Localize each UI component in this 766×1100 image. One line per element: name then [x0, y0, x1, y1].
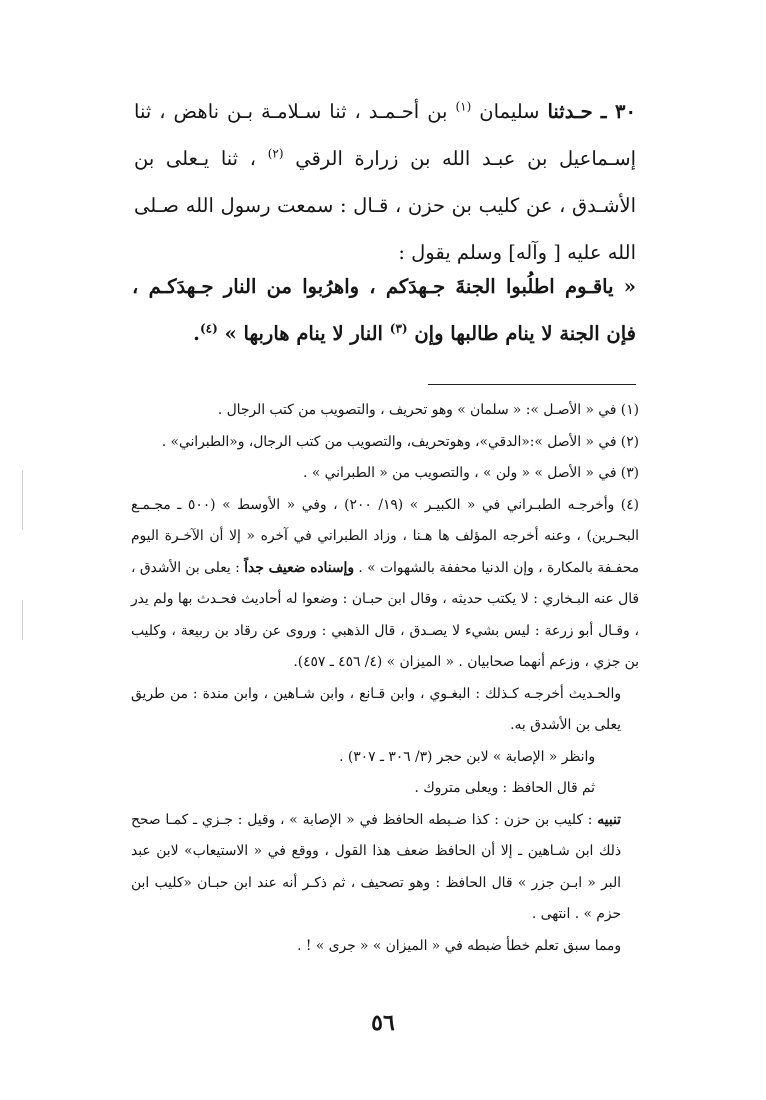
page-number: ٥٦: [371, 1010, 395, 1036]
footnote-separator: [428, 384, 636, 385]
note-label: تنبيه: [597, 811, 621, 828]
hadith-end-mark: .: [193, 322, 200, 345]
footnote-4-part-1: (٤) وأخرجـه الطبـراني في « الكبيـر » (١٩/ ٢٠٠) ، وفي « الأوسط » (٥٠٠ ـ مجـمـع البحـرين) ، وعنه أخرجه المؤلف ها هـنا ، وزاد الطبراني في آخره « إلا أن الآخـرة اليوم محفـفة بالمكارة ، وإن الدنيا محففة بالشهوات » .: [131, 496, 639, 576]
hadith-text-part-2: النار لا ينام هاربها »: [217, 322, 390, 345]
hadith-text-part-1: « ياقـوم اطلُبوا الجنةَ جـهدَكم ، واهرُبوا من النار جـهدَكـم ، فإن الجنة لا ينام طالبها وإن: [132, 275, 636, 345]
footnote-ref-1[interactable]: (١): [455, 99, 472, 114]
footnotes-section: [131, 395, 639, 962]
chain-opening-word: حـدثنا: [547, 100, 593, 123]
chain-text-part-1: سليمان: [471, 100, 548, 123]
footnote-4-paragraph-4: ثم قال الحافظ : ويعلى متروك .: [414, 780, 595, 796]
hadith-text: [132, 263, 636, 357]
note-text: : كليب بن حزن : كذا ضـبطه الحافظ في « الإصابة » ، وقيل : جـزي ـ كمـا صحح ذلك ابن شـاهين ـ إلا أن الحافظ ضعف هذا القول ، ووقع في « الاستيعاب» لابن عبد البر « ابـن جزر » قال الحافظ : وهو تصحيف ، ثم ذكـر أنه عند ابن حبـان «كليب ابن حزم » . انتهى .: [131, 811, 621, 922]
page-edge-mark: [22, 470, 23, 530]
footnote-2: (٢) في « الأصل »:«الدقي»، وهوتحريف، والتصويب من كتب الرجال، و«الطبراني» .: [161, 433, 639, 450]
chain-text-part-2: بن أحـمـد ، ثنا سـلامـة بـن ناهض ، ثنا إسـماعيل بن عبـد الله بن زرارة الرقي: [134, 100, 636, 170]
footnote-ref-3[interactable]: (٣): [389, 321, 408, 336]
hadith-chain-paragraph: [134, 88, 636, 276]
footnote-4-part-2: : يعلى بن الأشدق ، قال عنه البـخاري : لا يكتب حديثه ، وقال ابن حبـان : وضعوا له أحاديث فحـدث بها ولم يدر ، وقـال أبو زرعة : ليس بشيء لا يصـدق ، قال الذهبي : وروى عن رقاد بن ربيعة ، وكليب بن جزي ، وزعم أنهما صحابيان . « الميزان » (٤/ ٤٥٦ ـ ٤٥٧).: [131, 559, 639, 670]
footnote-4: [131, 490, 639, 679]
footnote-4-paragraph-2: والحـديث أخرجـه كـذلك : البغـوي ، وابن قـانع ، وابن شـاهين ، وابن مندة : من طريق يعلى بن الأشدق به.: [131, 685, 621, 733]
footnote-4-grading: وإسناده ضعيف جداً: [244, 559, 354, 576]
hadith-number: ٣٠ ـ: [600, 100, 636, 123]
footnote-4-note: [131, 805, 639, 931]
footnote-3: (٣) في « الأصل » « ولن » ، والتصويب من « الطبراني » .: [303, 465, 639, 481]
footnote-ref-4[interactable]: (٤): [199, 321, 218, 336]
footnote-4-paragraph-5: ومما سبق تعلم خطأ ضبطه في « الميزان » « جرى » ! .: [297, 937, 621, 954]
footnote-4-paragraph-3: وانظر « الإصابة » لابن حجر (٣/ ٣٠٦ ـ ٣٠٧) .: [339, 748, 595, 765]
footnote-1: (١) في « الأصـل »: « سلمان » وهو تحريف ، والتصويب من كتب الرجال .: [217, 402, 639, 418]
page-edge-mark: [22, 600, 23, 640]
chain-text-part-3: ، ثنا يـعلى بن الأشـدق ، عن كليب بن حزن ، قـال : سمعت رسول الله صـلى الله عليه [ وآله] وسلم يقول :: [134, 147, 636, 264]
footnote-ref-2[interactable]: (٢): [267, 146, 284, 161]
